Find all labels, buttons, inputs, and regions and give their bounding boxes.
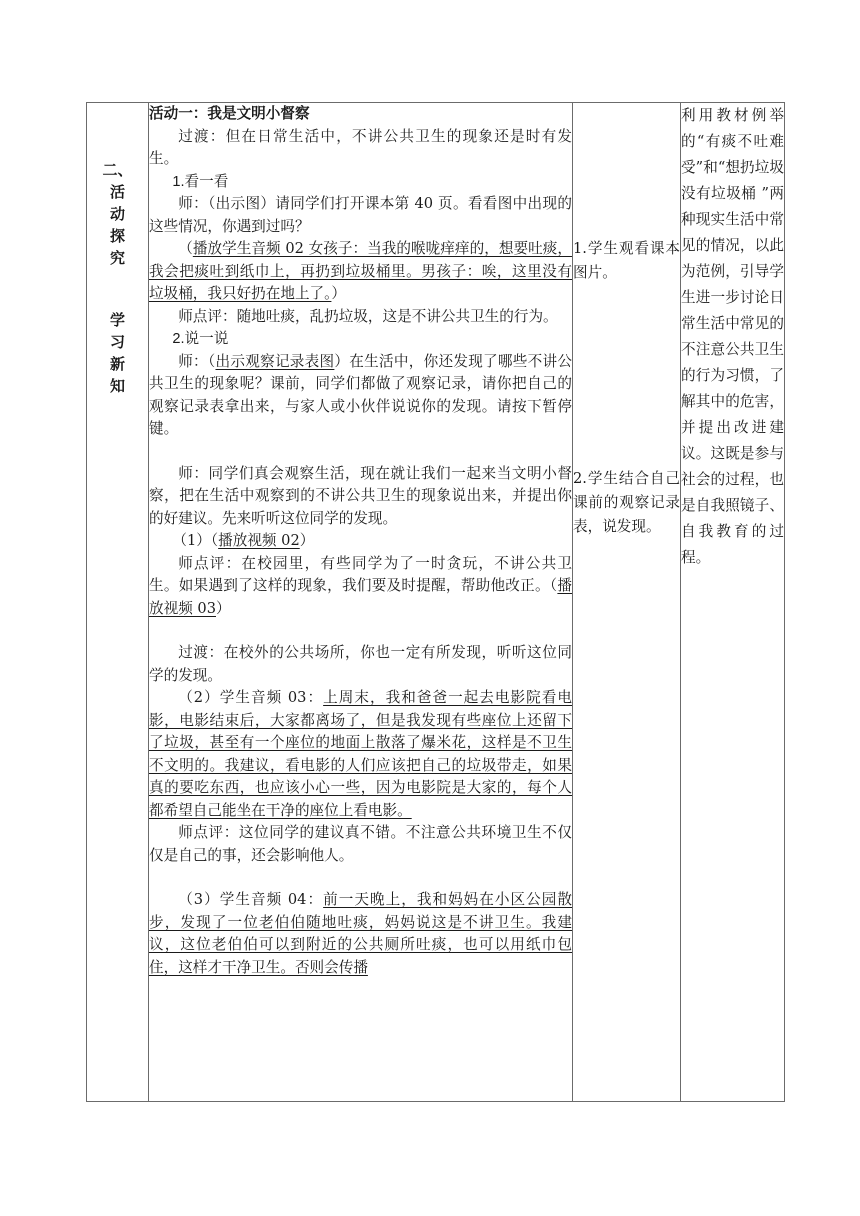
step-say: 2.说一说	[172, 331, 229, 347]
paragraph-video-02	[149, 530, 572, 553]
audio-04-link[interactable]: 前一天晚上，我和妈妈在小区公园散步，发现了一位老伯伯随地吐痰，妈妈说这是不讲卫生。我建议，这位老伯伯可以到附近的公共厕所吐痰，也可以用纸巾包住，这样才干净卫生。否则会传播	[149, 891, 572, 976]
audio-03-link[interactable]: 上周末，我和爸爸一起去电影院看电影，电影结束后，大家都离场了，但是我发现有些座位上还留下了垃圾，甚至有一个座位的地面上散落了爆米花，这样是不卫生不文明的。我建议，看电影的人们应该把自己的垃圾带走，如果真的要吃东西，也应该小心一些，因为电影院是大家的，每个人都希望自己能坐在干净的座位上看电影。	[149, 689, 572, 819]
text-span: ）	[216, 599, 231, 617]
text-span: 师点评：在校园里，有些同学为了一时贪玩，不讲公共卫生。如果遇到了这样的现象，我们要及时提醒，帮助他改正。（	[149, 554, 572, 594]
section-char: 习	[109, 333, 125, 351]
text-span: （3）学生音频 04：	[178, 891, 324, 908]
student-activity-2: 2.学生结合自己课前的观察记录表，说发现。	[573, 470, 680, 535]
paragraph-comment-2	[149, 553, 572, 621]
lesson-plan-table	[86, 102, 785, 1102]
section-char: 学	[109, 311, 125, 329]
video-03-link[interactable]: 播放视频 03	[149, 577, 572, 617]
text-span: 师：（	[178, 352, 216, 370]
paragraph-audio-04	[149, 889, 572, 979]
paragraph-comment-3: 师点评：这位同学的建议真不错。不注意公共环境卫生不仅仅是自己的事，还会影响他人。	[149, 824, 572, 864]
activity-title: 活动一：我是文明小督察	[149, 105, 310, 122]
step-look: 1.看一看	[172, 173, 229, 190]
observation-chart-link[interactable]: 出示观察记录表图	[215, 352, 335, 370]
audio-02-link[interactable]: 播放学生音频 02 女孩子：当我的喉咙痒痒的，想要吐痰，我会把痰吐到纸巾上，再扔到垃圾桶里。男孩子：唉，这里没有垃圾桶，我只好扔在地上了。	[149, 240, 572, 302]
student-activity-1: 1.学生观看课本图片。	[573, 240, 680, 281]
section-char: 活	[109, 183, 125, 201]
section-label	[87, 159, 148, 397]
section-char: 新	[109, 355, 125, 373]
teaching-process-cell	[149, 103, 573, 1102]
paren-open: （	[178, 240, 193, 257]
text-span: （2）学生音频 03：	[178, 689, 324, 706]
paragraph-teacher-look: 师：（出示图）请同学们打开课本第 40 页。看看图中出现的这些情况，你遇到过吗？	[149, 195, 572, 235]
paragraph-comment-1: 师点评：随地吐痰，乱扔垃圾，这是不讲公共卫生的行为。	[178, 307, 558, 325]
text-span: ）	[299, 532, 315, 549]
section-char: 知	[109, 377, 125, 395]
paragraph-transition: 过渡：但在日常生活中，不讲公共卫生的现象还是时有发生。	[149, 127, 572, 167]
paragraph-teacher-say	[149, 351, 572, 441]
section-char: 究	[109, 249, 125, 267]
text-span: ）在生活中，你还发现了哪些不讲公共卫生的现象呢？课前，同学们都做了观察记录，请你把自己的观察记录表拿出来，与家人或小伙伴说说你的发现。请按下暂停键。	[149, 352, 572, 437]
paragraph-audio-02	[149, 238, 572, 306]
paragraph-audio-03	[149, 687, 572, 822]
section-cell	[87, 103, 149, 1102]
video-02-link[interactable]: 播放视频 02	[218, 532, 300, 549]
section-char: 二、	[102, 161, 133, 179]
section-char: 探	[109, 227, 125, 245]
section-char: 动	[109, 205, 125, 223]
paren-close: ）	[331, 285, 347, 302]
design-intent-cell	[681, 103, 785, 1102]
paragraph-teacher-inspector: 师：同学们真会观察生活，现在就让我们一起来当文明小督察，把在生活中观察到的不讲公共卫生的现象说出来，并提出你的好建议。先来听听这位同学的发现。	[149, 464, 572, 527]
text-span: （1）（	[172, 532, 219, 549]
table-row	[87, 103, 785, 1102]
design-intent-text: 利用教材例举的“有痰不吐难受”和“想扔垃圾没有垃圾桶 ”两种现实生活中常见的情况，以此为范例，引导学生进一步讨论日常生活中常见的不注意公共卫生的行为习惯，了解其中的危害，并提出改进建议。这既是参与社会的过程，也是自我照镜子、自我教育的过程。	[681, 107, 784, 566]
student-activity-cell	[573, 103, 681, 1102]
paragraph-transition-2: 过渡：在校外的公共场所，你也一定有所发现，听听这位同学的发现。	[149, 644, 572, 684]
